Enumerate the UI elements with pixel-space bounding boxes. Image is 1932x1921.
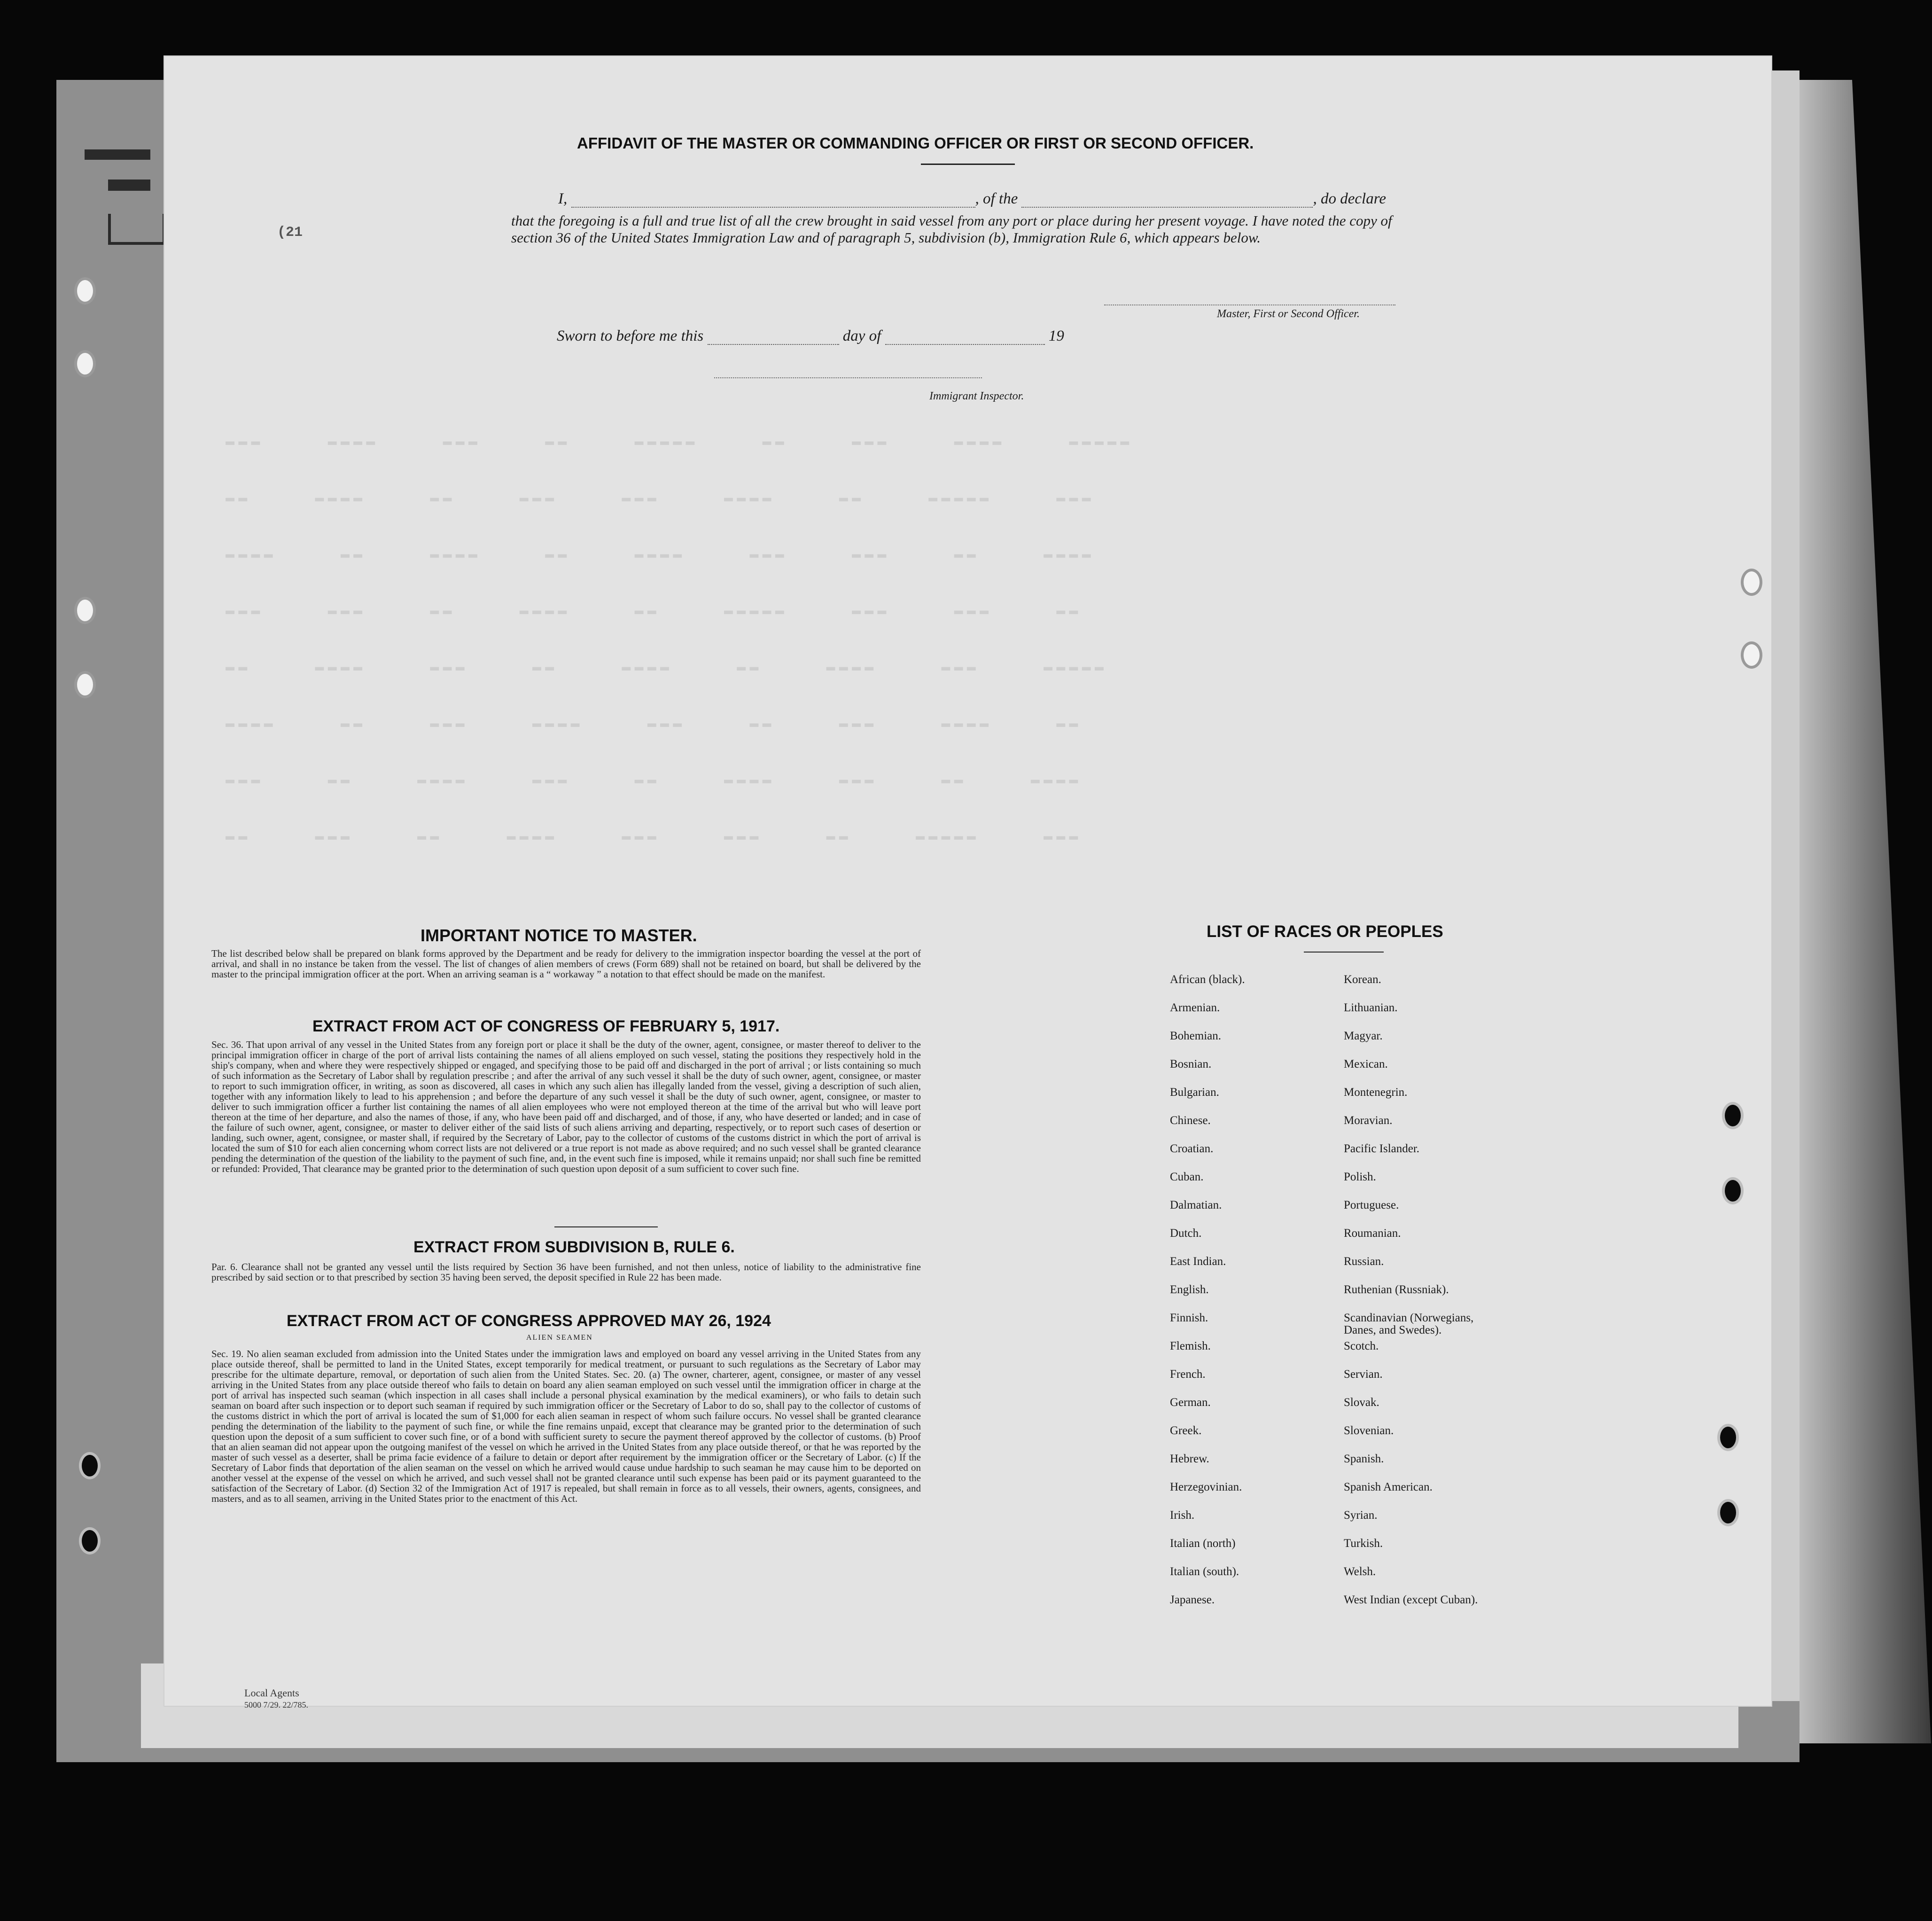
- extract-1924-heading: EXTRACT FROM ACT OF CONGRESS APPROVED MAY 26, 1924: [287, 1312, 771, 1330]
- race-item: Scotch.: [1344, 1340, 1379, 1352]
- race-item: Turkish.: [1344, 1537, 1383, 1550]
- notice-text: The list described below shall be prepared on blank forms approved by the Department and be ready for delivery to the immigration inspector boarding the vessel at the port of arrival, and shall in no instance be taken from the vessel. The list of changes of alien members of crews (Form 689) shall not be retained on board, but shall be delivered by the master to the principal immigration officer at the port. When an arriving seaman is a “ workaway ” a notation to that effect should be made on the manifest.: [211, 948, 921, 980]
- year-label: 19: [1048, 328, 1064, 344]
- extract-1917-heading: EXTRACT FROM ACT OF CONGRESS OF FEBRUARY 5, 1917.: [312, 1017, 780, 1035]
- notice-heading: IMPORTANT NOTICE TO MASTER.: [421, 926, 697, 945]
- extract-rule: [554, 1226, 658, 1227]
- race-item: Lithuanian.: [1344, 1001, 1398, 1014]
- races-heading: LIST OF RACES OR PEOPLES: [1207, 922, 1443, 941]
- race-item: Mexican.: [1344, 1058, 1388, 1070]
- race-item: Spanish American.: [1344, 1481, 1433, 1493]
- punch-hole: [1717, 1424, 1739, 1451]
- race-item: Montenegrin.: [1344, 1086, 1408, 1099]
- race-item: Magyar.: [1344, 1030, 1383, 1042]
- punch-hole: [1717, 1499, 1739, 1526]
- back-sheet-edge: [1800, 80, 1931, 1743]
- sworn-month-field[interactable]: [885, 330, 1045, 345]
- punch-hole: [1722, 1177, 1744, 1204]
- race-item: Pacific Islander.: [1344, 1142, 1420, 1155]
- race-item: Finnish.: [1170, 1312, 1208, 1324]
- race-item: Italian (north): [1170, 1537, 1236, 1550]
- binder-mark: [85, 149, 150, 160]
- punch-hole: [74, 350, 96, 377]
- race-item: Bulgarian.: [1170, 1086, 1219, 1099]
- affidavit-rule: [921, 164, 1015, 165]
- race-item: Welsh.: [1344, 1565, 1376, 1578]
- race-item: Bosnian.: [1170, 1058, 1212, 1070]
- race-item: Italian (south).: [1170, 1565, 1239, 1578]
- race-item: Moravian.: [1344, 1114, 1393, 1127]
- extract-rule6-heading: EXTRACT FROM SUBDIVISION B, RULE 6.: [413, 1238, 735, 1256]
- punch-hole: [79, 1527, 101, 1554]
- punch-hole: [1722, 1102, 1744, 1129]
- extract-1924-subheading: ALIEN SEAMEN: [526, 1334, 593, 1342]
- race-item: Croatian.: [1170, 1142, 1214, 1155]
- race-item: Dutch.: [1170, 1227, 1202, 1240]
- race-item: East Indian.: [1170, 1255, 1226, 1268]
- race-item: Polish.: [1344, 1171, 1376, 1183]
- race-item: Servian.: [1344, 1368, 1383, 1381]
- punch-hole: [79, 1452, 101, 1479]
- declaration-i: I,: [558, 190, 568, 207]
- race-item: Slovenian.: [1344, 1424, 1394, 1437]
- affidavit-paragraph: that the foregoing is a full and true list of all the crew brought in said vessel from any port or place during her present voyage. I have noted the copy of section 36 of the United States Immigration Law and of paragraph 5, subdivision (b), Immigration Rule 6, which appears below.: [511, 212, 1392, 246]
- punch-hole: [74, 671, 96, 698]
- race-item: Scandinavian (Norwegians, Danes, and Swedes).: [1344, 1312, 1474, 1336]
- extract-1924-text: Sec. 19. No alien seaman excluded from admission into the United States under the immigration laws and employed on board any vessel arriving in the United States from any place outside thereof, shall be permitted to land in the United States, except temporarily for medical treatment, or pursuant to such regulations as the Secretary of Labor may prescribe for the ultimate departure, removal, or deportation of such alien from the United States. Sec. 20. (a) The owner, charterer, agent, consignee, or master of any vessel arriving in the United States from any place outside thereof who fails to detain on board any alien seaman employed on such vessel until the immigration officer in charge at the port of arrival has inspected such seaman (which inspection in all cases shall include a personal physical examination by the medical examiners), or who fails to detain such seaman on board after such inspection or to deport such seaman if required by such immigration officer or the Secretary of Labor to do so, shall pay to the collector of customs of the customs district in which the port of arrival is located the sum of $1,000 for each alien seaman in respect of whom such failure occurs. No vessel shall be granted clearance pending the determination of the liability to the payment of such fine, or while the fine remains unpaid, except that clearance may be granted prior to the determination of such question upon the deposit of a sum sufficient to cover such fine, or of a bond with sufficient surety to secure the payment thereof approved by the collector of customs. (b) Proof that an alien seaman did not appear upon the outgoing manifest of the vessel on which he arrived in the United States from any place outside thereof, or that he was reported by the master of such vessel as a deserter, shall be prima facie evidence of a failure to detain or deport after requirement by the immigration officer or the Secretary of Labor. (c) If the Secretary of Labor finds that deportation of the alien seaman on the vessel on which he arrived would cause undue hardship to such seaman he may cause him to be deported on another vessel at the expense of the vessel on which he arrived, and such vessel shall not be granted clearance until such expense has been paid or its payment guaranteed to the satisfaction of the Secretary of Labor. (d) Section 32 of the Immigration Act of 1917 is repealed, but shall remain in force as to all vessels, their owners, agents, consignees, and masters, and as to all seamen, arriving in the United States prior to the enactment of this Act.: [211, 1348, 921, 1504]
- affidavit-declaration-line: [558, 190, 1386, 208]
- ghost-bleed-through: ▬▬▬ ▬▬▬▬ ▬▬▬ ▬▬ ▬▬▬▬▬ ▬▬ ▬▬▬ ▬▬▬▬ ▬▬▬▬▬ ▬▬ ▬▬▬▬ ▬▬ ▬▬▬ ▬▬▬ ▬▬▬▬ ▬▬ ▬▬▬▬▬ ▬▬▬ ▬▬▬▬ ▬▬ ▬▬▬▬ ▬▬ ▬▬▬▬ ▬▬▬ ▬▬▬ ▬▬ ▬▬▬▬ ▬▬▬ ▬▬▬ ▬▬ ▬▬▬▬ ▬▬ ▬▬▬▬▬ ▬▬▬ ▬▬▬ ▬▬ ▬▬ ▬▬▬▬ ▬▬▬ ▬▬ ▬▬▬▬ ▬▬ ▬▬▬▬ ▬▬▬ ▬▬▬▬▬ ▬▬▬▬ ▬▬ ▬▬▬ ▬▬▬▬ ▬▬▬ ▬▬ ▬▬▬ ▬▬▬▬ ▬▬ ▬▬▬ ▬▬ ▬▬▬▬ ▬▬▬ ▬▬ ▬▬▬▬ ▬▬▬ ▬▬ ▬▬▬▬ ▬▬ ▬▬▬ ▬▬ ▬▬▬▬ ▬▬▬ ▬▬▬ ▬▬ ▬▬▬▬▬ ▬▬▬: [226, 433, 1133, 845]
- extract-1917-text: Sec. 36. That upon arrival of any vessel in the United States from any foreign port or place it shall be the duty of the owner, agent, consignee, or master thereof to deliver to the principal immigration officer in charge of the port of arrival lists containing the names of all aliens employed on such vessel, stating the positions they respectively hold in the ship's company, when and where they were respectively shipped or engaged, and specifying those to be paid off and discharged in the port of arrival ; or lists containing so much of such information as the Secretary of Labor shall by regulation prescribe ; and after the arrival of any such vessel it shall be the duty of such owner, agent, consignee, or master to report to such immigration officer, in writing, as soon as discovered, all cases in which any such alien has illegally landed from the vessel, giving a description of such alien, together with any information likely to lead to his apprehension ; and before the departure of any such vessel it shall be the duty of such owner, agent, consignee, or master to deliver to such immigration officer a further list containing the names of all alien employees who were not employed thereon at the time of the arrival but who will leave port thereon at the time of her departure, and also the names of those, if any, who have been paid off and discharged, and of those, if any, who have deserted or landed; and in case of the failure of such owner, agent, consignee, or master to deliver either of the said lists of such aliens arriving and departing, respectively, or to report such cases of desertion or landing, such owner, agent, consignee, or master shall, if required by the Secretary of Labor, pay to the collector of customs of the customs district in which the port of arrival is located the sum of $10 for each alien concerning whom correct lists are not delivered or a true report is not made as above required; and no such vessel shall be granted clearance pending the determination of the question of the liability to the payment of such fine, and, in the event such fine is imposed, while it remains unpaid; nor shall such fine be remitted or refunded: Provided, That clearance may be granted prior to the determination of such question upon deposit of a sum sufficient to cover such fine.: [211, 1039, 921, 1174]
- race-item: Irish.: [1170, 1509, 1195, 1522]
- signature-line[interactable]: [1104, 301, 1395, 305]
- race-item: Spanish.: [1344, 1452, 1384, 1465]
- sworn-label: Sworn to before me this: [557, 328, 704, 344]
- race-item: Dalmatian.: [1170, 1199, 1222, 1211]
- race-item: Portuguese.: [1344, 1199, 1399, 1211]
- race-item: West Indian (except Cuban).: [1344, 1593, 1478, 1606]
- page-edge-strip: [1771, 70, 1800, 1701]
- vessel-name-field[interactable]: [1021, 193, 1313, 208]
- signature-caption: Master, First or Second Officer.: [1217, 308, 1360, 320]
- binder-mark: [108, 180, 150, 191]
- punch-hole: [74, 597, 96, 624]
- race-item: Ruthenian (Russniak).: [1344, 1283, 1449, 1296]
- race-item: Flemish.: [1170, 1340, 1211, 1352]
- race-item: Armenian.: [1170, 1001, 1220, 1014]
- race-item: Bohemian.: [1170, 1030, 1222, 1042]
- margin-stamp: (21: [277, 225, 303, 241]
- extract-rule6-text: Par. 6. Clearance shall not be granted any vessel until the lists required by Section 36 have been furnished, and not then unless, notice of liability to the administrative fine prescribed by said section or to that prescribed by section 35 having been served, the deposit specified in Rule 22 has been made.: [211, 1261, 921, 1283]
- race-item: Hebrew.: [1170, 1452, 1209, 1465]
- race-item: Japanese.: [1170, 1593, 1215, 1606]
- sworn-line: [557, 328, 1064, 345]
- affidavit-heading: AFFIDAVIT OF THE MASTER OR COMMANDING OFFICER OR FIRST OR SECOND OFFICER.: [577, 134, 1254, 152]
- race-item: English.: [1170, 1283, 1209, 1296]
- races-right-column: [1344, 974, 1560, 1622]
- races-rule: [1304, 952, 1384, 953]
- inspector-signature-line[interactable]: [714, 374, 982, 378]
- race-item: African (black).: [1170, 973, 1245, 986]
- declaration-do-declare: , do declare: [1313, 190, 1386, 207]
- officer-name-field[interactable]: [571, 193, 975, 208]
- race-item: Chinese.: [1170, 1114, 1211, 1127]
- race-item: Cuban.: [1170, 1171, 1204, 1183]
- races-left-column: [1170, 974, 1325, 1622]
- race-item: Slovak.: [1344, 1396, 1379, 1409]
- binder-mark: [108, 214, 165, 245]
- punch-hole: [1741, 641, 1762, 669]
- declaration-of-the: , of the: [975, 190, 1018, 207]
- day-of-label: day of: [842, 328, 881, 344]
- race-item: Roumanian.: [1344, 1227, 1401, 1240]
- footer-local-agents: Local Agents: [244, 1687, 299, 1699]
- footer-form-code: 5000 7/29. 22/785.: [244, 1700, 309, 1710]
- race-item: Korean.: [1344, 973, 1381, 986]
- punch-hole: [74, 277, 96, 305]
- inspector-caption: Immigrant Inspector.: [929, 390, 1024, 402]
- race-item: French.: [1170, 1368, 1206, 1381]
- race-item: Herzegovinian.: [1170, 1481, 1242, 1493]
- sworn-day-field[interactable]: [708, 330, 839, 345]
- punch-hole: [1741, 569, 1762, 596]
- race-item: Greek.: [1170, 1424, 1202, 1437]
- race-item: Syrian.: [1344, 1509, 1378, 1522]
- race-item: Russian.: [1344, 1255, 1384, 1268]
- race-item: German.: [1170, 1396, 1211, 1409]
